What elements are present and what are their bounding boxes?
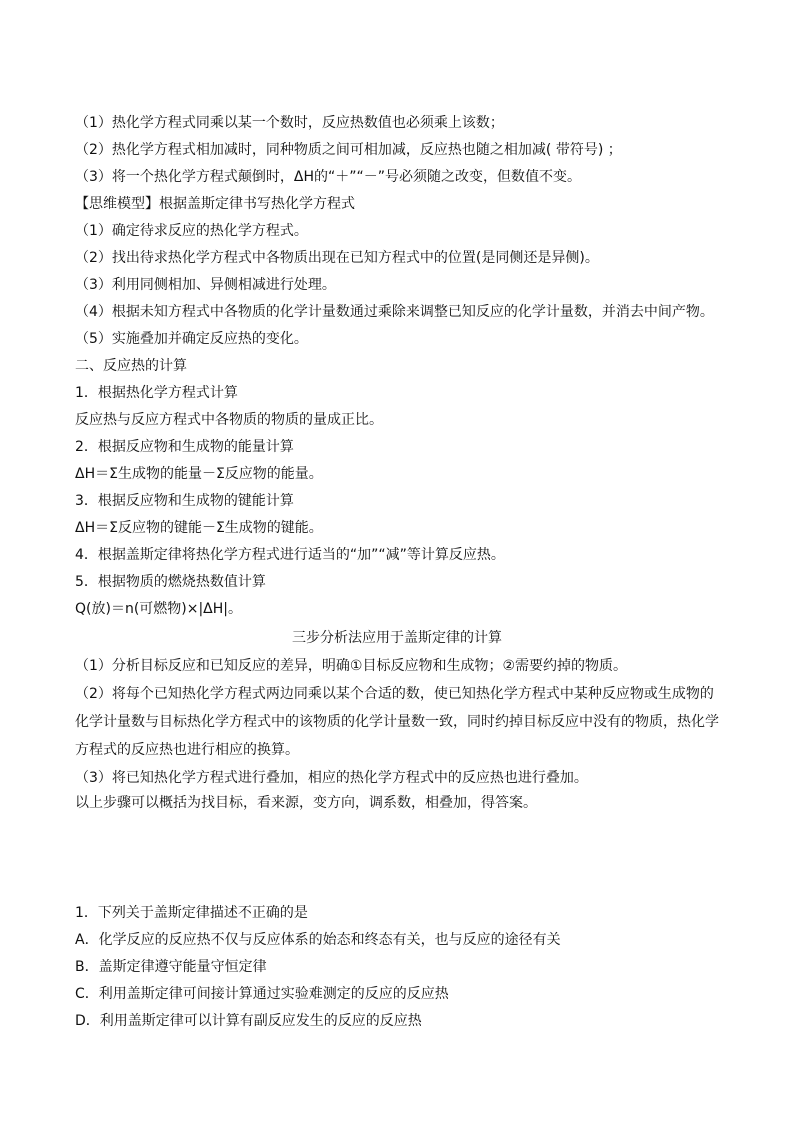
method-2-title: 2．根据反应物和生成物的能量计算 [75, 439, 294, 455]
three-step-2-line-1: （2）将每个已知热化学方程式两边同乘以某个合适的数，使已知热化学方程式中某种反应物或生成物的 [75, 686, 714, 702]
three-step-2-line-2: 化学计量数与目标热化学方程式中的该物质的化学计量数一致，同时约掉目标反应中没有的物质，热化学 [75, 714, 719, 730]
method-2-formula: ΔH＝Σ生成物的能量－Σ反应物的能量。 [75, 466, 323, 482]
model-step-1: （1）确定待求反应的热化学方程式。 [75, 223, 308, 239]
method-4-title: 4．根据盖斯定律将热化学方程式进行适当的“加”“减”等计算反应热。 [75, 547, 505, 563]
model-step-3: （3）利用同侧相加、异侧相减进行处理。 [75, 277, 336, 293]
model-step-5: （5）实施叠加并确定反应热的变化。 [75, 331, 308, 347]
section-heading: 二、反应热的计算 [75, 358, 187, 374]
option-b: B．盖斯定律遵守能量守恒定律 [75, 959, 267, 975]
three-step-2-line-3: 方程式的反应热也进行相应的换算。 [75, 742, 299, 758]
three-step-1: （1）分析目标反应和已知反应的差异，明确①目标反应物和生成物；②需要约掉的物质。 [75, 658, 628, 674]
option-c: C．利用盖斯定律可间接计算通过实验难测定的反应的反应热 [75, 986, 449, 1002]
method-5-title: 5．根据物质的燃烧热数值计算 [75, 574, 266, 590]
three-step-3: （3）将已知热化学方程式进行叠加，相应的热化学方程式中的反应热也进行叠加。 [75, 770, 588, 786]
thinking-model-title: 【思维模型】根据盖斯定律书写热化学方程式 [75, 196, 355, 212]
method-5-formula: Q(放)＝n(可燃物)×|ΔH|。 [75, 601, 243, 617]
three-step-summary: 以上步骤可以概括为找目标，看来源，变方向，调系数，相叠加，得答案。 [75, 795, 537, 811]
rule-1: （1）热化学方程式同乘以某一个数时，反应热数值也必须乘上该数； [75, 115, 504, 131]
three-step-title: 三步分析法应用于盖斯定律的计算 [292, 630, 502, 646]
rule-3: （3）将一个热化学方程式颠倒时，ΔH的“＋”“－”号必须随之改变，但数值不变。 [75, 169, 582, 185]
question-stem: 1．下列关于盖斯定律描述不正确的是 [75, 905, 308, 921]
option-a: A．化学反应的反应热不仅与反应体系的始态和终态有关，也与反应的途径有关 [75, 932, 561, 948]
method-1-title: 1．根据热化学方程式计算 [75, 385, 238, 401]
rule-2: （2）热化学方程式相加减时，同种物质之间可相加减，反应热也随之相加减( 带符号) ； [75, 142, 622, 158]
method-1-body: 反应热与反应方程式中各物质的物质的量成正比。 [75, 412, 383, 428]
model-step-4: （4）根据未知方程式中各物质的化学计量数通过乘除来调整已知反应的化学计量数，并消去中间产物。 [75, 304, 714, 320]
method-3-title: 3．根据反应物和生成物的键能计算 [75, 493, 294, 509]
method-3-formula: ΔH＝Σ反应物的键能－Σ生成物的键能。 [75, 520, 323, 536]
model-step-2: （2）找出待求热化学方程式中各物质出现在已知方程式中的位置(是同侧还是异侧)。 [75, 250, 599, 266]
option-d: D．利用盖斯定律可以计算有副反应发生的反应的反应热 [75, 1013, 422, 1029]
